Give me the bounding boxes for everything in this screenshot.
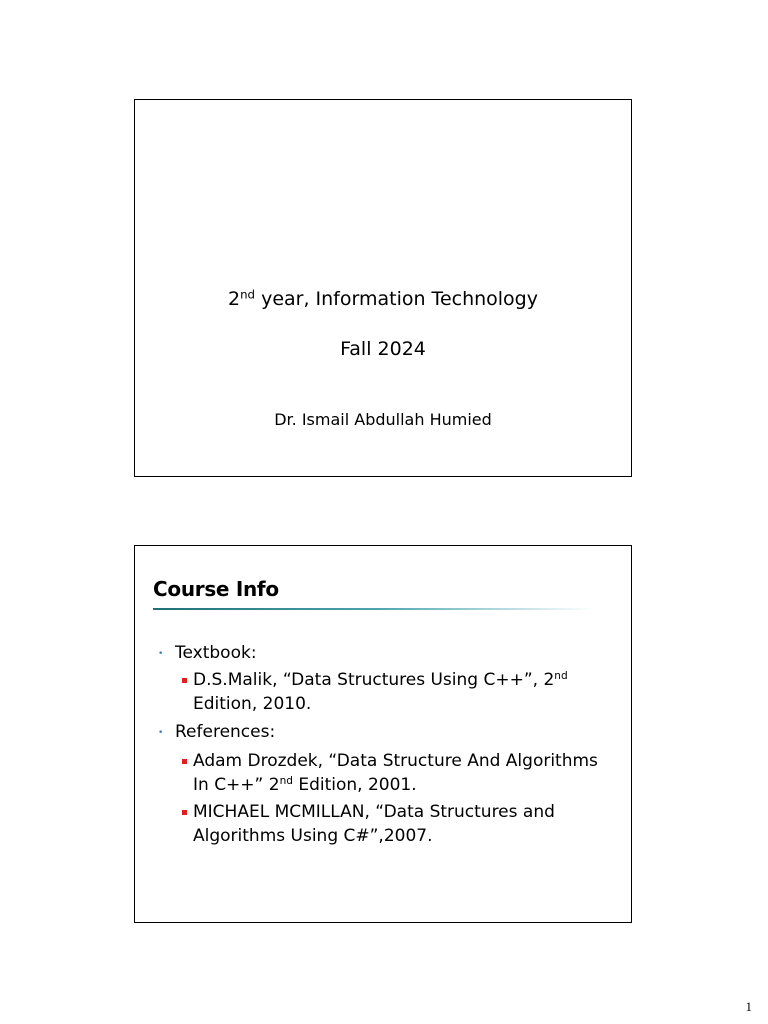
reference-1-edition: Edition, 2001. xyxy=(292,775,417,795)
reference-item-1 xyxy=(193,749,613,797)
semester: Fall 2024 xyxy=(340,338,426,360)
title-underline xyxy=(153,608,593,610)
year-number: 2 xyxy=(228,288,241,310)
references-heading xyxy=(158,721,276,744)
references-label: References: xyxy=(175,722,276,742)
bullet-dot-icon: • xyxy=(158,728,164,738)
course-info-slide xyxy=(134,545,632,923)
bullet-dot-icon: • xyxy=(158,649,164,659)
course-year-line xyxy=(135,288,631,310)
textbook-item xyxy=(193,668,613,716)
square-bullet-icon xyxy=(182,810,187,815)
year-ordinal-suffix: nd xyxy=(240,287,256,302)
reference-item-2 xyxy=(193,800,613,848)
title-slide xyxy=(134,99,632,477)
instructor-name: Dr. Ismail Abdullah Humied xyxy=(274,410,492,429)
slide-title: Course Info xyxy=(153,577,279,601)
page-number: 1 xyxy=(745,999,752,1014)
reference-1-text: Adam Drozdek, “Data Structure And Algorithms In C++” 2 xyxy=(193,751,598,795)
textbook-label: Textbook: xyxy=(175,643,257,663)
textbook-heading xyxy=(158,642,257,665)
edition-suffix: nd xyxy=(279,775,293,788)
square-bullet-icon xyxy=(182,759,187,764)
edition-suffix: nd xyxy=(554,670,568,683)
program-name: year, Information Technology xyxy=(255,288,538,310)
textbook-edition: Edition, 2010. xyxy=(193,694,312,714)
textbook-text: D.S.Malik, “Data Structures Using C++”, 2 xyxy=(193,670,555,690)
square-bullet-icon xyxy=(182,678,187,683)
reference-2-text: MICHAEL MCMILLAN, “Data Structures and Algorithms Using C#”,2007. xyxy=(193,802,555,846)
